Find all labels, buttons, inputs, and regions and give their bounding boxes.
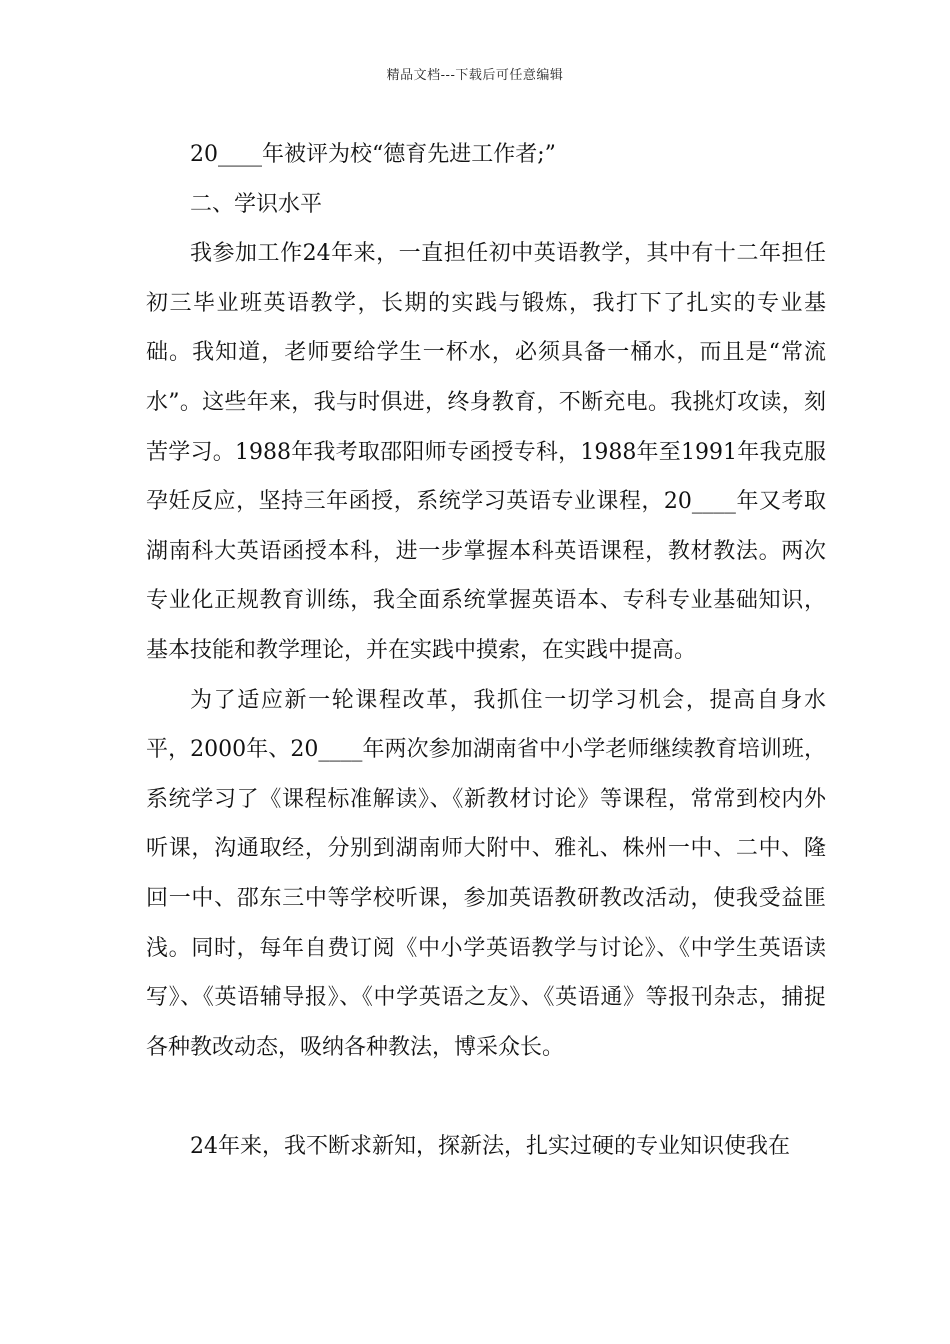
page-header: 精品文档---下载后可任意编辑 — [386, 68, 564, 83]
section-heading: 二、学识水平 — [190, 191, 323, 217]
paragraph-award: 20____年被评为校“德育先进工作者;” — [190, 142, 556, 167]
paragraph-continuation: 24年来，我不断求新知，探新法，扎实过硬的专业知识使我在 — [190, 1134, 790, 1160]
document-body — [146, 130, 826, 1172]
paragraph-experience: 我参加工作24年来，一直担任初中英语教学，其中有十二年担任初三毕业班英语教学，长期的实践与锻炼，我打下了扎实的专业基础。我知道，老师要给学生一杯水，必须具备一桶水，而且是“常流水”。这些年来，我与时俱进，终身教育，不断充电。我挑灯攻读，刻苦学习。1988年我考取邵阳师专函授专科，1988年至1991年我克服孕妊反应，坚持三年函授，系统学习英语专业课程，20____年又考取湖南科大英语函授本科，进一步掌握本科英语课程，教材教法。两次专业化正规教育训练，我全面系统掌握英语本、专科专业基础知识，基本技能和教学理论，并在实践中摸索，在实践中提高。 — [146, 241, 826, 663]
paragraph-training: 为了适应新一轮课程改革，我抓住一切学习机会，提高自身水平，2000年、20____年两次参加湖南省中小学老师继续教育培训班，系统学习了《课程标准解读》、《新教材讨论》等课程，常常到校内外听课，沟通取经，分别到湖南师大附中、雅礼、株州一中、二中、隆回一中、邵东三中等学校听课，参加英语教研教改活动，使我受益匪浅。同时，每年自费订阅《中小学英语教学与讨论》、《中学生英语读写》、《英语辅导报》、《中学英语之友》、《英语通》等报刊杂志，捕捉各种教改动态，吸纳各种教法，博采众长。 — [146, 687, 826, 1060]
